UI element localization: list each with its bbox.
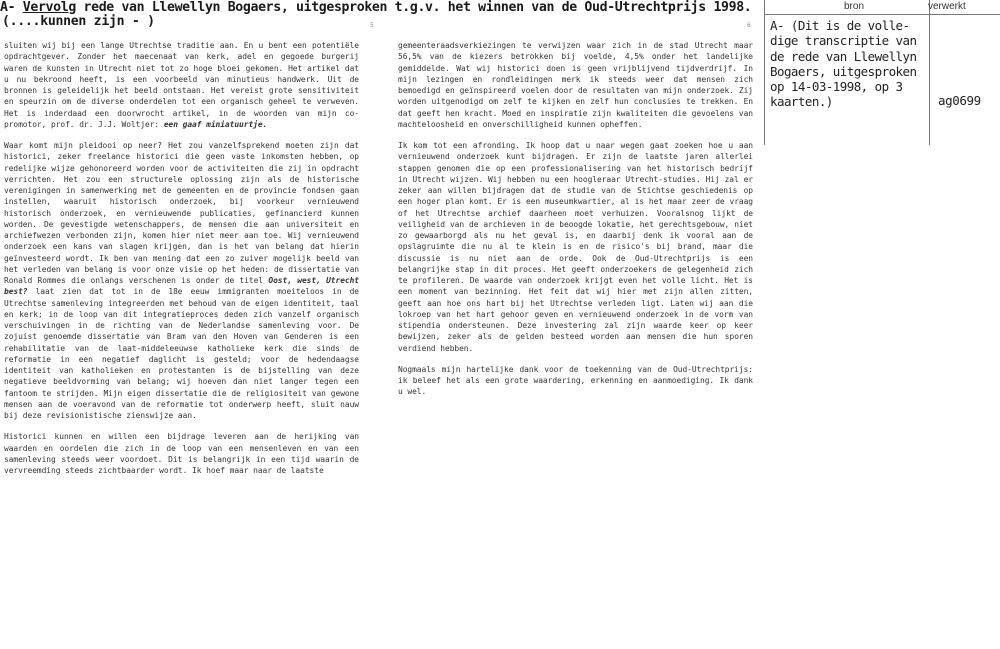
right-paragraph-2: Ik kom tot een afronding. Ik hoop dat u naar wegen gaat zoeken hoe u aan vernieuwend onderzoek kunt bijdragen. Er zijn de laatste jaren allerlei stappen genomen die op een professionalisering van het historisch bedrijf in Utrecht wijzen. Wij hebben nu een hoogleraar Utrecht-studies. Hij zal er zeker aan willen bijdragen dat de studie van de Stichtse geschiedenis op een hoger plan komt. Er is een museumkwartier, al is het maar zeer de vraag of het Utrechtse archief daarheen moet verhuizen. Vooralsnog lijkt de veiligheid van de archieven in de beoogde lokatie, het gerechtsgebouw, niet zo gewaarborgd als nu het geval is, en daarbij denk ik vooral aan de opslagruimte die nu al te klein is en de risico's bij brand, maar die discussie is nu niet aan de orde. Ook de Oud-Utrechtprijs is een belangrijke stap in dit proces. Het geeft onderzoekers de gelegenheid zich te profileren. De waarde van onderzoek krijgt even het volle licht. Het is een moment van bezinning. Het feit dat wij hier met zijn allen zitten, geeft aan hoe ons hart bij het Utrechtse verleden ligt. Laten wij aan die lokroep van het hart gehoor geven en vernieuwend onderzoek in de vorm van stipendia ondersteunen. Deze investering zal zijn waarde keer op keer bewijzen, zeker als de gelden besteed worden aan mensen die hun sporen verdiend hebben.: [398, 141, 753, 353]
right-text-column: [398, 40, 753, 408]
bron-column-header: bron: [844, 1, 865, 12]
page-number-right: 6: [747, 22, 751, 29]
panel-divider: [929, 0, 930, 145]
title-prefix: A-: [0, 0, 23, 15]
document-title: [0, 0, 770, 15]
left-paragraph-2: [4, 140, 359, 421]
quote-emphasis: een gaaf miniatuurtje.: [163, 119, 268, 129]
right-paragraph-3: Nogmaals mijn hartelijke dank voor de toekenning van de Oud-Utrechtprijs: ik beleef het als een grote waardering, erkenning en aanmoediging. Ik dank u wel.: [398, 364, 753, 397]
document-subtitle: (....kunnen zijn - ): [2, 14, 155, 29]
title-rest: rede van Llewellyn Bogaers, uitgesproken t.g.v. het winnen van de Oud-Utrechtprijs 1998.: [75, 0, 752, 15]
source-panel: [764, 0, 1000, 145]
left-paragraph-2-text: Waar komt mijn pleidooi op neer? Het zou vanzelfsprekend moeten zijn dat historici, zeker freelance historici die geen vaste inkomsten hebben, op redelijke wijze gehonoreerd worden voor de activiteiten die zij in opdracht verrichten. Het zou een structurele oplossing zijn als de historische verenigingen in samenwerking met de gemeenten en de provincie fondsen gaan instellen, waaruit historisch onderzoek, bij voorkeur vernieuwend historisch onderzoek, en vernieuwende publicaties, gefinancierd kunnen worden. De gevestigde wetenschappers, de mensen die aan universiteit en archiefwezen verbonden zijn, komen hier niet meer aan toe. Wij vernieuwend onderzoek een kans van slagen krijgen, dan is het van belang dat hierin geïnvesteerd wordt. Ik ben van mening dat een zo zuiver mogelijk beeld van het verleden van belang is voor onze visie op het heden: de dissertatie van Ronald Rommes die onlangs verschenen is onder de titel: [4, 141, 359, 285]
bron-description: A- (Dit is de volle- dige transcriptie van de rede van Llewellyn Bogaers, uitgesproken op 14-03-1998, op 3 kaarten.): [770, 18, 917, 110]
left-paragraph-1: [4, 40, 359, 130]
book-title-emphasis: Oost, west, Utrecht best?: [4, 276, 359, 297]
right-paragraph-1: gemeenteraadsverkiezingen te verwijzen waar zich in de stad Utrecht maar 56,5% van de kiezers betrokken bij voelde, 4,5% onder het landelijke gemiddelde. Wat wij historici doen is geen vrijblijvend tijdverdrijf. In mijn lezingen en rondleidingen merk ik steeds weer dat mensen zich bemoedigd en geïnspireerd voelen door de resultaten van mijn onderzoek. Zij worden uitgenodigd om zelf te kijken en zelf hun conclusies te trekken. En dat geeft hen kracht. Moed en inspiratie zijn kwaliteiten die gevoelens van machteloosheid en onverschilligheid kunnen opheffen.: [398, 41, 753, 129]
panel-border-left: [764, 0, 765, 145]
archive-code: ag0699: [938, 93, 981, 108]
left-paragraph-3: Historici kunnen en willen een bijdrage leveren aan de herijking van waarden en oordelen die zich in de loop van een mensenleven en van een samenleving steeds weer voordoet. Dit is belangrijk in een tijd waarin de vervreemding steeds zichtbaarder wordt. Ik hoef maar naar de laatste: [4, 432, 359, 475]
verwerkt-column-header: verwerkt: [928, 1, 966, 12]
left-paragraph-2-rest: laat zien dat tot in de 18e eeuw immigranten moeiteloos in de Utrechtse samenleving integreerden met behoud van de eigen identiteit, taal en kerk; in de loop van dit integratieproces deden zich vanzelf organisch verschuivingen in de richting van de Nederlandse samenleving voor. De zojuist genoemde dissertatie van Bram van den Hoven van Genderen is een rehabilitatie van de laat-middeleeuwse katholieke kerk die sinds de reformatie in een negatief daglicht is gesteld; voor de hedendaagse identiteit van katholieken en protestanten is de bijstelling van deze negatieve beeldvorming van belang; wij hoeven dan niet langer tegen een fantoom te strijden. Mijn eigen dissertatie die de religiositeit van gewone mensen aan de voeravond van de reformatie tot onderwerp heeft, sluit nauw bij deze revisionistische zienswijze aan.: [4, 287, 359, 420]
page-number-left: 5: [370, 22, 374, 29]
left-text-column: [4, 40, 359, 486]
left-paragraph-1-text: sluiten wij bij een lange Utrechtse traditie aan. En u bent een potentiële opdrachtgever. Zonder het maecenaat van kerk, adel en gegoede burgerij waren de kunsten in Utrecht niet tot zo hoge bloei gekomen. Het artikel dat u nu bekroond heeft, is een voorbeeld van minutieus handwerk. Uit de bronnen is geleidelijk het beeld ontstaan. Het vereist grote sensitiviteit en speurzin om de diverse onderdelen tot een organisch geheel te verweven. Het is inderdaad een doorwrocht artikel, in de woorden van mijn co-promotor, prof. dr. J.J. Woltjer:: [4, 41, 359, 129]
title-vervolg: Vervolg: [22, 0, 76, 15]
